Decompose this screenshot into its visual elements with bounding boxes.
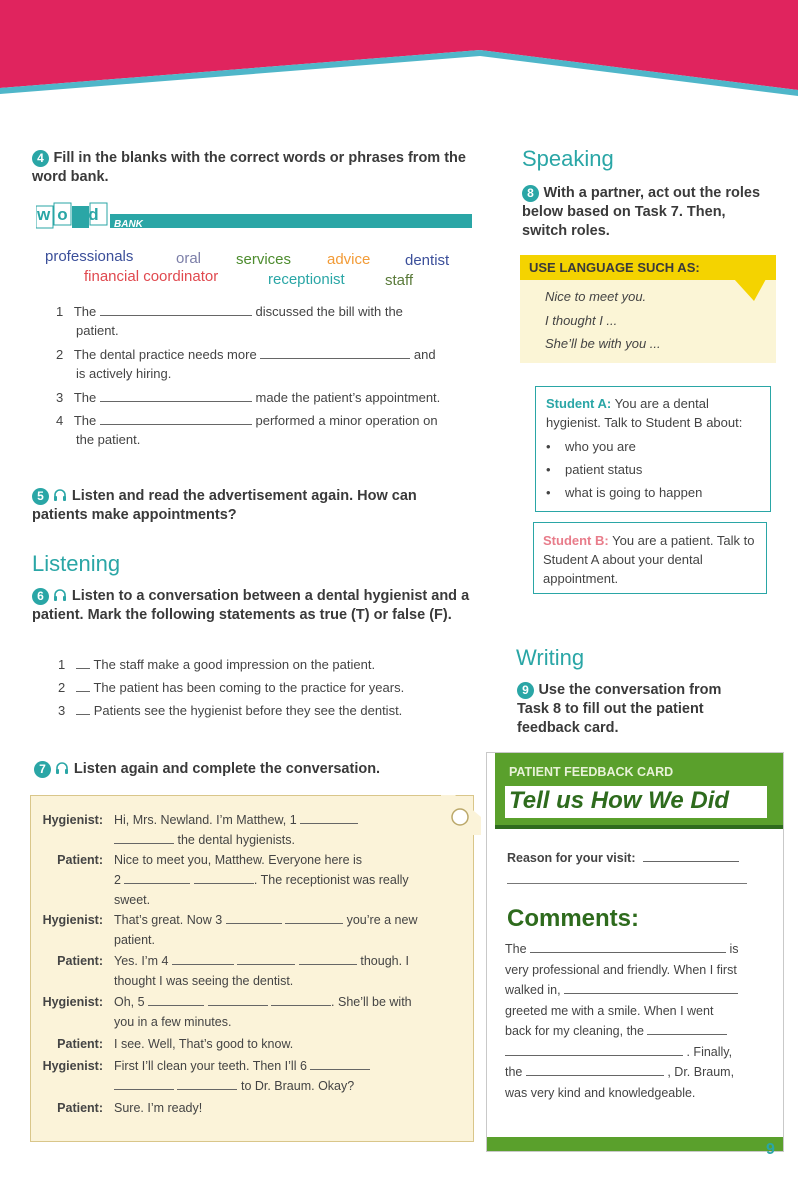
- task-number-5: 5: [32, 488, 49, 505]
- reason-row: [507, 849, 739, 865]
- task-9-title: Use the conversation from Task 8 to fill out the patient feedback card.: [517, 682, 722, 736]
- answer-blank[interactable]: [124, 871, 190, 884]
- line-text: to Dr. Braum. Okay?: [240, 1079, 355, 1093]
- conversation-card: [30, 795, 474, 1142]
- line-text: . The receptionist was really: [253, 873, 409, 887]
- headphones-icon: [55, 762, 69, 774]
- word-logo-text: word: [37, 205, 106, 224]
- word-bank-word: receptionist: [268, 271, 345, 288]
- example-phrase: I thought I ...: [545, 312, 618, 328]
- comment-text: was very kind and knowledgeable.: [505, 1085, 696, 1100]
- task-6-title: Listen to a conversation between a dental hygienist and a patient. Mark the following statements as true (T) or false (F).: [32, 588, 470, 623]
- speaker-label: Patient:: [57, 853, 103, 867]
- answer-blank[interactable]: [226, 911, 282, 924]
- word-bank-bar: [110, 214, 472, 228]
- item-number: 1: [56, 304, 64, 319]
- example-phrase: Nice to meet you.: [545, 289, 647, 304]
- answer-blank[interactable]: [285, 911, 343, 924]
- word-bank-word: dentist: [405, 252, 450, 269]
- answer-blank[interactable]: [114, 1077, 174, 1090]
- task-number-9: 9: [517, 682, 534, 699]
- answer-blank[interactable]: [271, 993, 331, 1006]
- tf-blank[interactable]: [76, 679, 90, 692]
- bullet-item: • who you are: [546, 439, 636, 454]
- comment-text: back for my cleaning, the: [505, 1024, 644, 1038]
- tf-blank[interactable]: [76, 656, 90, 669]
- comment-blank[interactable]: [530, 940, 726, 953]
- answer-blank[interactable]: [100, 303, 252, 316]
- answer-blank[interactable]: [177, 1077, 237, 1090]
- task-number-7: 7: [34, 761, 51, 778]
- task-9-instruction: [517, 681, 757, 738]
- word-bank-label: BANK: [114, 219, 143, 230]
- item-number: 3: [58, 703, 66, 718]
- item-text: The: [73, 413, 97, 428]
- answer-blank[interactable]: [194, 871, 254, 884]
- line-text: you’re a new: [346, 913, 418, 927]
- item-text: the patient.: [76, 432, 141, 447]
- language-box-header: [520, 255, 776, 280]
- answer-blank[interactable]: [100, 389, 252, 402]
- answer-blank[interactable]: [237, 952, 295, 965]
- task-6-item: [58, 655, 478, 674]
- bullet-text: patient status: [565, 462, 643, 477]
- bullet-item: • what is going to happen: [546, 485, 703, 500]
- tf-blank[interactable]: [76, 702, 90, 715]
- line-text: Hi, Mrs. Newland. I’m Matthew, 1: [114, 813, 297, 827]
- line-text: That’s great. Now 3: [114, 913, 223, 927]
- card-footer-bar: [487, 1137, 783, 1151]
- line-text: First I’ll clean your teeth. Then I’ll 6: [114, 1059, 307, 1073]
- task-6-item: [58, 678, 478, 697]
- comment-blank[interactable]: [647, 1022, 727, 1035]
- line-text: patient.: [114, 933, 156, 947]
- bullet-item: • patient status: [546, 462, 643, 477]
- line-text: . She’ll be with: [331, 995, 412, 1009]
- language-box-title: USE LANGUAGE SUCH AS:: [529, 260, 700, 275]
- word-bank-logo: [36, 202, 116, 237]
- answer-blank[interactable]: [208, 993, 268, 1006]
- item-number: 1: [58, 657, 66, 672]
- item-text: The staff make a good impression on the patient.: [93, 657, 376, 672]
- headphones-icon: [53, 489, 67, 501]
- line-text: though. I: [360, 954, 410, 968]
- comment-text: is: [729, 942, 739, 956]
- task-7-title: Listen again and complete the conversation.: [73, 761, 381, 777]
- word-bank-word: financial coordinator: [84, 268, 219, 285]
- task-6-instruction: [32, 587, 472, 625]
- answer-blank[interactable]: [260, 346, 410, 359]
- answer-blank[interactable]: [100, 412, 252, 425]
- bullet-text: what is going to happen: [565, 485, 703, 500]
- student-b-box: [533, 522, 767, 594]
- task-7-instruction: [34, 760, 474, 779]
- item-text: patient.: [76, 323, 119, 338]
- page-number: 9: [766, 1141, 775, 1158]
- line-text: the dental hygienists.: [177, 833, 295, 847]
- speaker-label: Patient:: [57, 954, 103, 968]
- headphones-icon: [53, 589, 67, 601]
- comment-blank[interactable]: [505, 1043, 683, 1056]
- item-text: The: [73, 390, 97, 405]
- word-bank-word: staff: [385, 272, 414, 289]
- student-a-description: You are a dental hygienist. Talk to Student B about:: [546, 396, 743, 430]
- line-text: thought I was seeing the dentist.: [114, 974, 294, 988]
- answer-blank[interactable]: [114, 831, 174, 844]
- line-text: 2: [114, 873, 121, 887]
- line-text: sweet.: [114, 893, 151, 907]
- speaking-heading: Speaking: [522, 146, 614, 171]
- answer-blank[interactable]: [310, 1057, 370, 1070]
- student-b-label: Student B:: [543, 533, 609, 548]
- item-text: is actively hiring.: [76, 366, 172, 381]
- comment-text: The: [505, 942, 527, 956]
- item-text: made the patient’s appointment.: [255, 390, 441, 405]
- comment-text: . Finally,: [686, 1044, 733, 1059]
- reason-blank-line-2[interactable]: [507, 883, 747, 884]
- speaker-label: Hygienist:: [42, 913, 103, 927]
- speaker-label: Hygienist:: [42, 995, 103, 1009]
- student-a-text: [546, 394, 764, 432]
- line-text: you in a few minutes.: [114, 1015, 232, 1029]
- line-text: Nice to meet you, Matthew. Everyone here is: [114, 853, 363, 867]
- task-number-8: 8: [522, 185, 539, 202]
- answer-blank[interactable]: [172, 952, 234, 965]
- reason-label: Reason for your visit:: [507, 851, 636, 865]
- line-text: I see. Well, That’s good to know.: [114, 1037, 294, 1051]
- task-4-instruction: [32, 149, 477, 187]
- card-title-band: [505, 786, 767, 818]
- item-text: performed a minor operation on: [255, 413, 438, 428]
- top-banner: [0, 0, 798, 110]
- comments-heading: Comments:: [507, 905, 640, 932]
- task-5-instruction: [32, 487, 472, 525]
- task-4-item: [56, 411, 476, 449]
- comment-text: , Dr. Braum,: [667, 1065, 735, 1079]
- word-bank-word: advice: [327, 251, 371, 268]
- line-text: Yes. I’m 4: [114, 954, 169, 968]
- student-a-box: [535, 386, 771, 512]
- answer-blank[interactable]: [299, 952, 357, 965]
- item-text: discussed the bill with the: [255, 304, 403, 319]
- student-a-label: Student A:: [546, 396, 612, 411]
- speaker-label: Patient:: [57, 1101, 103, 1115]
- comments-text: [505, 939, 763, 1103]
- writing-heading: Writing: [516, 645, 585, 670]
- bullet-text: who you are: [565, 439, 636, 454]
- task-6-item: [58, 701, 478, 720]
- card-header-shadow: [495, 825, 783, 829]
- speaker-label: Patient:: [57, 1037, 103, 1051]
- feedback-card: [486, 752, 784, 1152]
- task-8-instruction: [522, 184, 772, 241]
- item-text: The patient has been coming to the practice for years.: [93, 680, 405, 695]
- speech-pointer-icon: [734, 279, 766, 301]
- word-bank-word: oral: [176, 250, 202, 267]
- word-bank-word: services: [236, 251, 292, 268]
- line-text: Oh, 5: [114, 995, 145, 1009]
- student-a-bullets: [546, 435, 702, 504]
- line-text: Sure. I’m ready!: [114, 1101, 203, 1115]
- reason-blank[interactable]: [643, 849, 739, 862]
- comment-text: very professional and friendly. When I first: [505, 962, 737, 977]
- comment-text: walked in,: [505, 983, 561, 997]
- speaker-label: Hygienist:: [42, 1059, 103, 1073]
- item-number: 4: [56, 413, 64, 428]
- student-b-description: You are a patient. Talk to Student A about your dental appointment.: [543, 533, 755, 586]
- task-8-title: With a partner, act out the roles below based on Task 7. Then, switch roles.: [522, 185, 761, 239]
- item-text: The: [73, 304, 97, 319]
- card-title: Tell us How We Did: [509, 787, 730, 814]
- language-box: [520, 255, 776, 363]
- task-4-item: [56, 388, 476, 407]
- task-number-6: 6: [32, 588, 49, 605]
- word-bank-header: [36, 202, 472, 232]
- item-text: Patients see the hygienist before they see the dentist.: [93, 703, 403, 718]
- comment-blank[interactable]: [526, 1063, 664, 1076]
- task-5-title: Listen and read the advertisement again. How can patients make appointments?: [32, 488, 417, 523]
- language-examples: [545, 285, 661, 356]
- item-text: and: [413, 347, 436, 362]
- card-header-label: PATIENT FEEDBACK CARD: [509, 765, 674, 779]
- comment-text: the: [505, 1065, 523, 1079]
- speaker-label: Hygienist:: [42, 813, 103, 827]
- item-number: 3: [56, 390, 64, 405]
- item-number: 2: [58, 680, 66, 695]
- item-text: The dental practice needs more: [73, 347, 257, 362]
- comment-text: greeted me with a smile. When I went: [505, 1003, 714, 1018]
- comment-blank[interactable]: [564, 981, 738, 994]
- answer-blank[interactable]: [148, 993, 204, 1006]
- task-4-title: Fill in the blanks with the correct words or phrases from the word bank.: [32, 150, 466, 185]
- listening-heading: Listening: [32, 551, 121, 576]
- task-4-item: [56, 345, 476, 383]
- task-4-item: [56, 302, 476, 340]
- example-phrase: She’ll be with you ...: [545, 336, 661, 351]
- answer-blank[interactable]: [300, 811, 358, 824]
- task-number-4: 4: [32, 150, 49, 167]
- word-bank-word: professionals: [45, 248, 134, 265]
- item-number: 2: [56, 347, 64, 362]
- student-b-text: [543, 531, 759, 588]
